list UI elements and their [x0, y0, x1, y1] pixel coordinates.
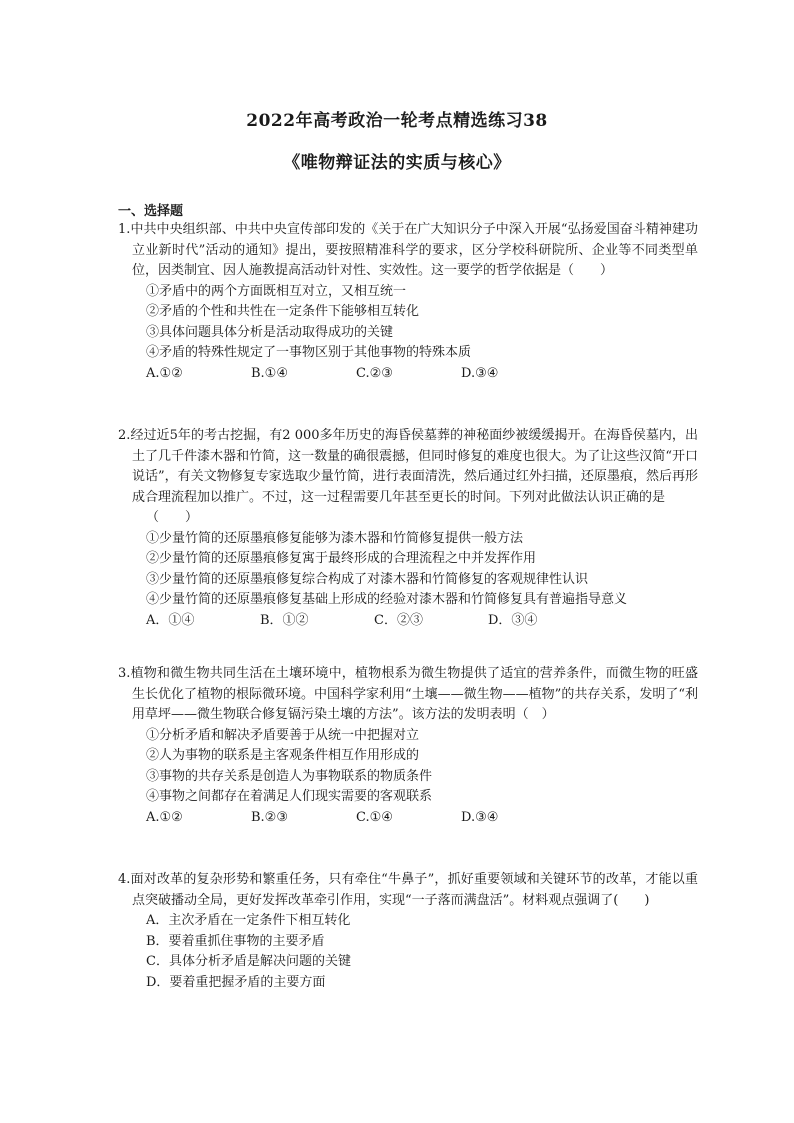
statement-option: ④矛盾的特殊性规定了一事物区别于其他事物的特殊本质: [146, 345, 472, 360]
answer-choices: [118, 611, 698, 632]
statement-option: ①少量竹简的还原墨痕修复能够为漆木器和竹简修复提供一般方法: [146, 530, 524, 546]
answer-choices: [118, 808, 698, 829]
choice-c: C．②③: [374, 612, 423, 628]
choice-a: A．①④: [146, 612, 195, 628]
choice-c: C.①④: [356, 809, 393, 825]
question-2: [118, 426, 698, 631]
section-heading: 一、选择题: [118, 204, 184, 219]
statement-option: ②矛盾的个性和共性在一定条件下能够相互转化: [146, 304, 420, 319]
document-subtitle: 《唯物辩证法的实质与核心》: [283, 153, 511, 173]
choice-a: A.①②: [146, 365, 183, 381]
statement-option: ③具体问题具体分析是活动取得成功的关键: [146, 324, 394, 340]
statement-option: ①矛盾中的两个方面既相互对立，又相互统一: [146, 283, 407, 299]
choice-d: D．要着重把握矛盾的主要方面: [146, 974, 326, 990]
choice-b: B．①②: [260, 612, 309, 628]
choice-a: A．主次矛盾在一定条件下相互转化: [146, 913, 351, 928]
question-1: [118, 220, 698, 384]
statement-option: ④事物之间都存在着满足人们现实需要的客观联系: [146, 789, 433, 804]
statement-option: ③少量竹简的还原墨痕修复综合构成了对漆木器和竹简修复的客观规律性认识: [146, 571, 589, 587]
choice-c: C.②③: [356, 365, 393, 381]
choice-d: D.③④: [461, 365, 499, 381]
choice-d: D．③④: [488, 612, 538, 628]
question-stem: 3.植物和微生物共同生活在土壤环境中，植物根系为微生物提供了适宜的营养条件，而微生物的旺盛生长优化了植物的根际微环境。中国科学家利用“土壤——微生物——植物”的共存关系，发明了“利用草坪——微生物联合修复镉污染土壤的方法”。该方法的发明表明（ ）: [118, 666, 698, 722]
statement-option: ③事物的共存关系是创造人为事物联系的物质条件: [146, 768, 433, 784]
question-4: [118, 870, 698, 993]
question-stem: 2.经过近5年的考古挖掘，有2 000多年历史的海昏侯墓葬的神秘面纱被缓缓揭开。在海昏侯墓内，出土了几千件漆木器和竹简，这一数量的确很震撼，但同时修复的难度也很大。为了让这些汉简“开口说话”，有关文物修复专家选取少量竹简，进行表面清洗，然后通过红外扫描，还原墨痕，然后再形成合理流程加以推广。不过，这一过程需要几年甚至更长的时间。下列对此做法认识正确的是: [118, 428, 698, 505]
statement-option: ④少量竹简的还原墨痕修复基础上形成的经验对漆木器和竹简修复具有普遍指导意义: [146, 592, 628, 607]
statement-option: ②人为事物的联系是主客观条件相互作用形成的: [146, 748, 420, 763]
choice-b: B．要着重抓住事物的主要矛盾: [146, 933, 325, 949]
choice-b: B.②③: [251, 809, 288, 825]
question-stem: 4.面对改革的复杂形势和繁重任务，只有牵住“牛鼻子”，抓好重要领域和关键环节的改革，才能以重点突破播动全局，更好发挥改革牵引作用，实现“一子落而满盘活”。材料观点强调了( ): [118, 872, 698, 908]
statement-option: ②少量竹简的还原墨痕修复寓于最终形成的合理流程之中并发挥作用: [146, 551, 537, 566]
question-stem: 1.中共中央组织部、中共中央宣传部印发的《关于在广大知识分子中深入开展“弘扬爱国奋斗精神建功立业新时代”活动的通知》提出，要按照精准科学的要求，区分学校科研院所、企业等不同类型单位，因类制宜、因人施教提高活动针对性、实效性。这一要学的哲学依据是（ ）: [118, 222, 698, 278]
answer-choices: [118, 364, 698, 385]
choice-d: D.③④: [461, 809, 499, 825]
answer-bracket: （ ）: [146, 510, 199, 525]
question-3: [118, 664, 698, 828]
choice-b: B.①④: [251, 365, 288, 381]
statement-option: ①分析矛盾和解决矛盾要善于从统一中把握对立: [146, 727, 420, 743]
choice-c: C．具体分析矛盾是解决问题的关键: [146, 954, 351, 969]
document-title: 2022年高考政治一轮考点精选练习38: [246, 111, 548, 131]
choice-a: A.①②: [146, 809, 183, 825]
